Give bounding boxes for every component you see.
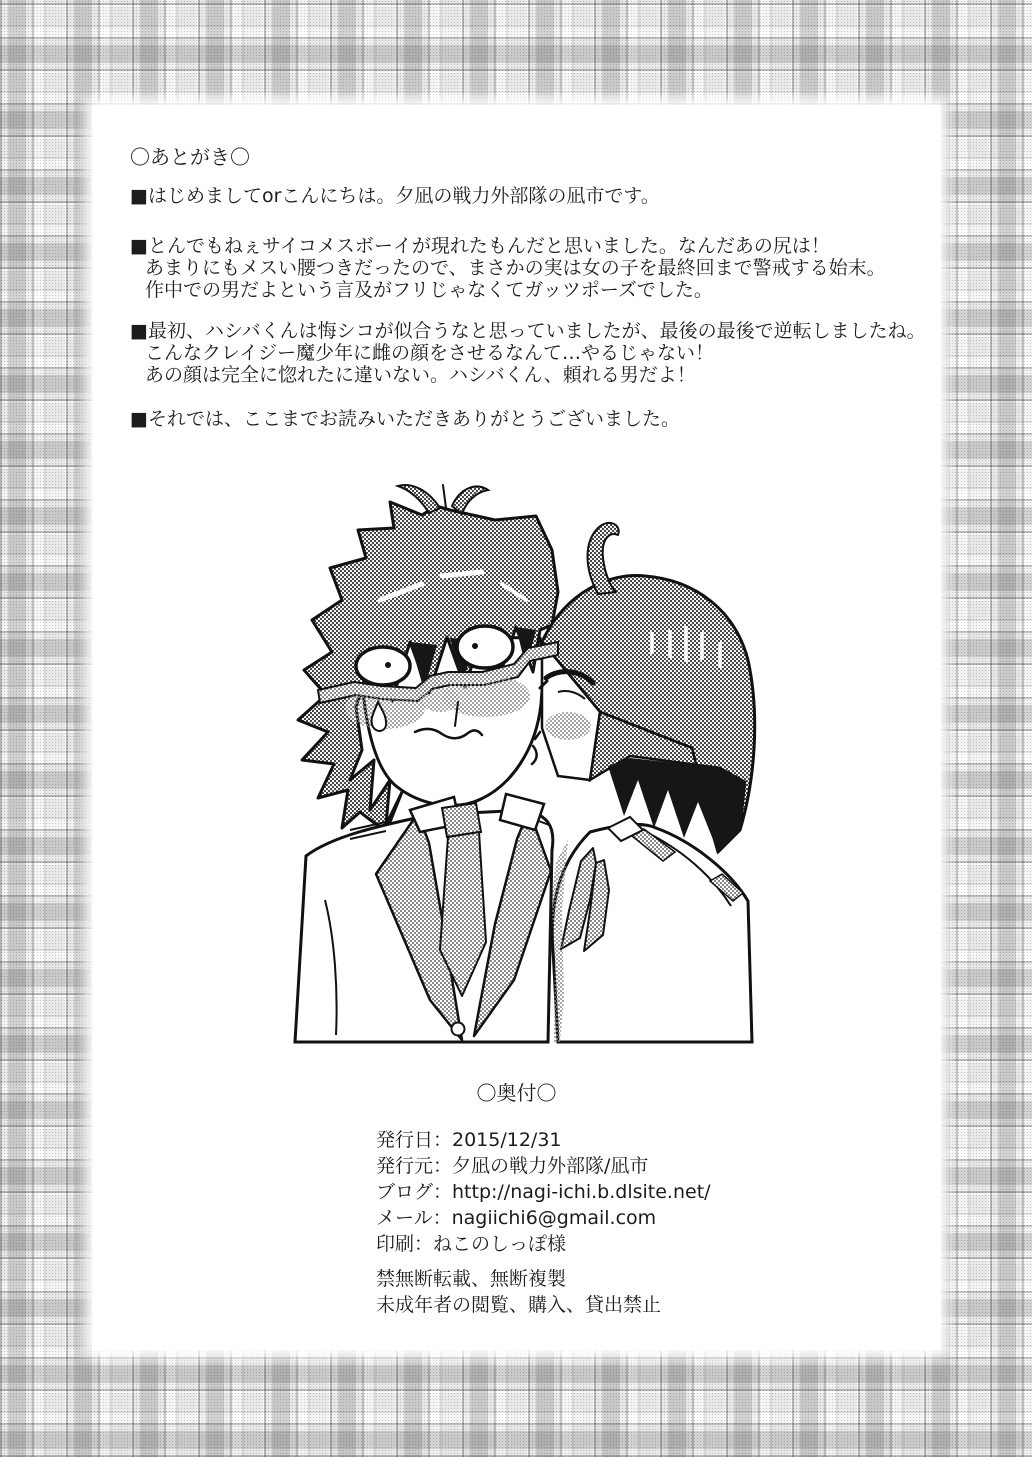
afterword-paragraph-4 xyxy=(130,408,680,430)
girl-body xyxy=(551,817,752,1042)
illustration-characters-kiss xyxy=(290,478,760,1044)
text-line: ■最初、ハシバくんは悔シコが似合うなと思っていましたが、最後の最後で逆転しましたね。 xyxy=(130,320,926,342)
colophon-line-blog: ブログ：http://nagi-ichi.b.dlsite.net/ xyxy=(376,1181,711,1203)
girl-head xyxy=(532,523,755,852)
colophon-line-mail: メール：nagiichi6@gmail.com xyxy=(376,1207,657,1229)
boy-body xyxy=(295,794,553,1042)
text-line: ■とんでもねぇサイコメスボーイが現れたもんだと思いました。なんだあの尻は！ xyxy=(130,235,830,257)
afterword-title: 〇あとがき〇 xyxy=(130,145,250,169)
colophon-entries xyxy=(376,1127,711,1257)
notice-line: 未成年者の閲覧、購入、貸出禁止 xyxy=(376,1294,662,1316)
afterword-paragraph-1 xyxy=(130,185,660,207)
colophon-line-date: 発行日：2015/12/31 xyxy=(376,1129,562,1151)
afterword-paragraph-2 xyxy=(130,235,886,301)
text-line: あの顔は完全に惚れたに違いない。ハシバくん、頼れる男だよ！ xyxy=(145,364,696,386)
notice-line: 禁無断転載、無断複製 xyxy=(376,1268,567,1290)
text-line: あまりにもメスい腰つきだったので、まさかの実は女の子を最終回まで警戒する始末。 xyxy=(145,257,886,279)
afterword-page xyxy=(92,105,941,1350)
text-line: ■はじめましてorこんにちは。夕凪の戦力外部隊の凪市です。 xyxy=(130,185,660,207)
colophon-title: 〇奥付〇 xyxy=(476,1081,557,1105)
text-line: こんなクレイジー魔少年に雌の顔をさせるなんて…やるじゃない！ xyxy=(145,342,715,364)
text-line: ■それでは、ここまでお読みいただきありがとうございました。 xyxy=(130,408,680,430)
colophon-line-publisher: 発行元：夕凪の戦力外部隊/凪市 xyxy=(376,1155,649,1177)
text-line: 作中での男だよという言及がフリじゃなくてガッツポーズでした。 xyxy=(145,279,713,301)
colophon-notices xyxy=(376,1266,661,1318)
afterword-paragraph-3 xyxy=(130,320,926,386)
colophon-line-printer: 印刷：ねこのしっぽ様 xyxy=(376,1233,567,1255)
